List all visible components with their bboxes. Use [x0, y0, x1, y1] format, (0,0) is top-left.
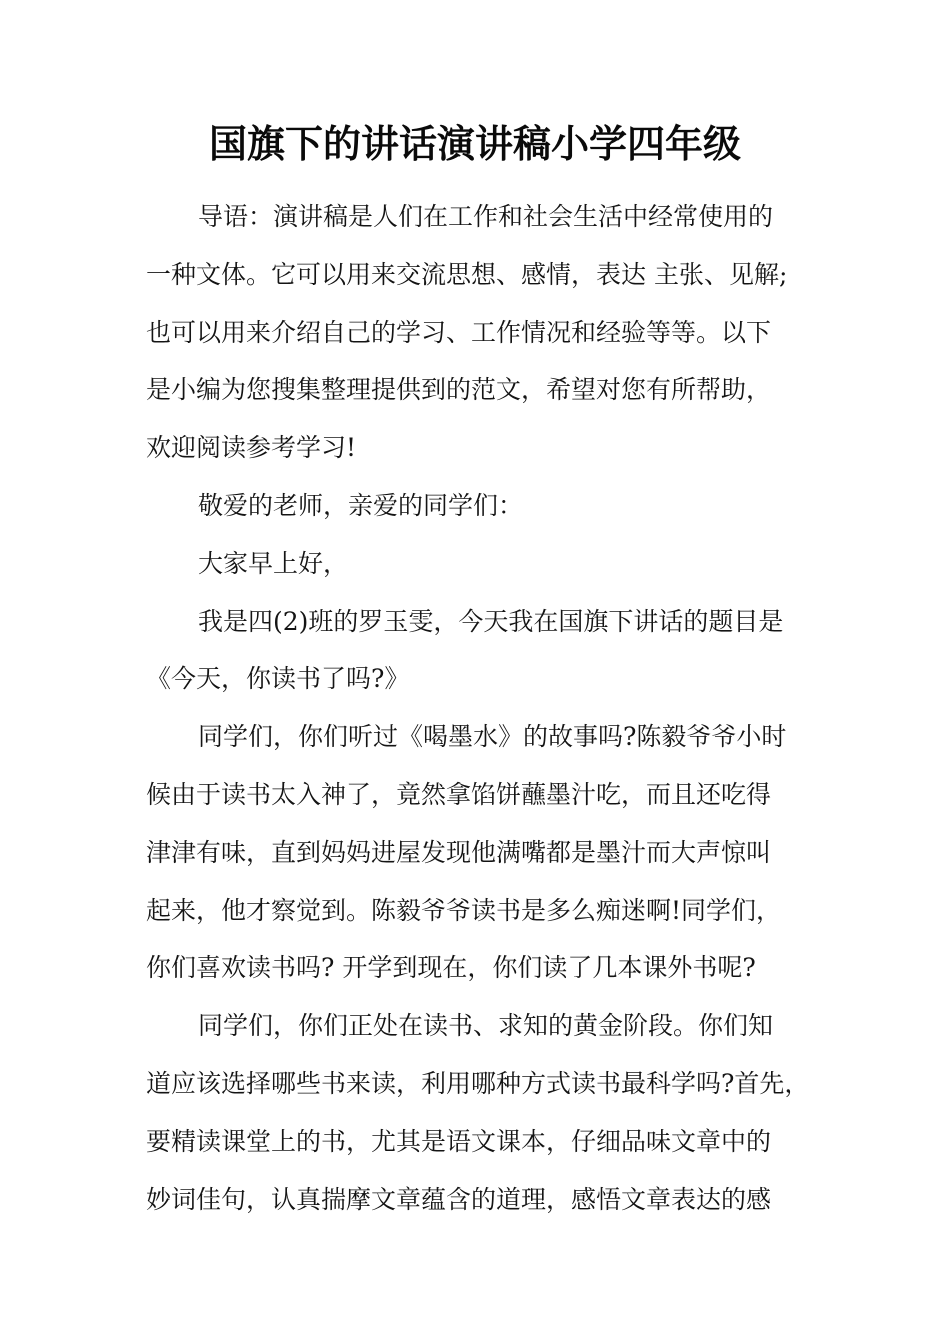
document-body	[146, 188, 810, 1228]
text-line: 道应该选择哪些书来读，利用哪种方式读书最科学吗?首先，	[146, 1068, 810, 1098]
text-line: 是小编为您搜集整理提供到的范文，希望对您有所帮助，	[146, 375, 772, 405]
text-line: 欢迎阅读参考学习!	[146, 433, 357, 463]
text-line: 一种文体。它可以用来交流思想、感情，表达 主张、见解;	[146, 259, 788, 289]
text-line: 起来，他才察觉到。陈毅爷爷读书是多么痴迷啊!同学们，	[146, 895, 782, 925]
text-line: 我是四(2)班的罗玉雯，今天我在国旗下讲话的题目是	[198, 606, 784, 636]
text-line: 妙词佳句，认真揣摩文章蕴含的道理，感悟文章表达的感	[146, 1184, 772, 1214]
text-line: 你们喜欢读书吗? 开学到现在，你们读了几本课外书呢?	[146, 953, 756, 983]
text-line: 也可以用来介绍自己的学习、工作情况和经验等等。以下	[146, 317, 772, 347]
text-line: 同学们，你们听过《喝墨水》的故事吗?陈毅爷爷小时	[198, 722, 787, 752]
text-line: 候由于读书太入神了，竟然拿馅饼蘸墨汁吃，而且还吃得	[146, 779, 772, 809]
document-title: 国旗下的讲话演讲稿小学四年级	[208, 122, 741, 166]
text-line: 敬爱的老师，亲爱的同学们：	[198, 490, 524, 520]
text-line: 导语：演讲稿是人们在工作和社会生活中经常使用的	[198, 202, 774, 231]
text-line: 大家早上好，	[198, 548, 349, 578]
text-line: 同学们，你们正处在读书、求知的黄金阶段。你们知	[198, 1011, 774, 1041]
text-line: 津津有味，直到妈妈进屋发现他满嘴都是墨汁而大声惊叫	[146, 837, 772, 867]
text-line: 《今天，你读书了吗?》	[146, 664, 410, 694]
text-line: 要精读课堂上的书，尤其是语文课本，仔细品味文章中的	[146, 1126, 772, 1156]
